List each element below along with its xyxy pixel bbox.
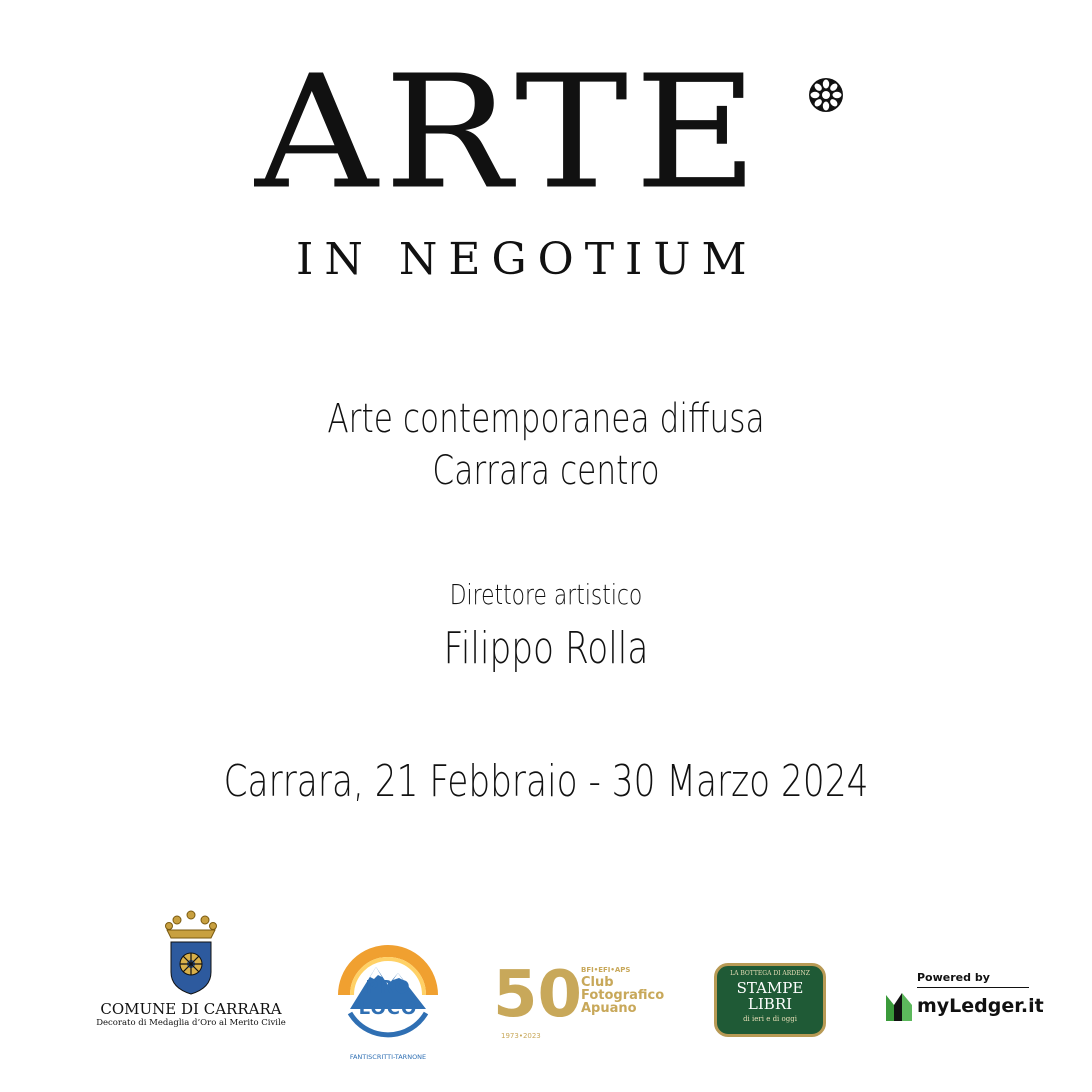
event-dates: Carrara, 21 Febbraio - 30 Marzo 2024 — [223, 756, 869, 807]
description-line-1: Arte contemporanea diffusa — [327, 396, 765, 442]
club-fotografico-logo — [493, 960, 678, 1045]
proloco-name: PRO LOCO — [358, 977, 418, 1019]
myledger-m-icon — [884, 987, 914, 1023]
club-affiliations: BFI•EFI•APS — [581, 966, 631, 974]
description-line-2: Carrara centro — [432, 448, 660, 494]
comune-di-carrara-logo — [88, 910, 294, 1050]
powered-divider — [917, 987, 1029, 988]
stampe-libri-logo — [714, 963, 826, 1037]
stampe-bottom-text: di ieri e di oggi — [743, 1015, 797, 1023]
pro-loco-logo — [336, 935, 440, 1061]
powered-by-label: Powered by — [917, 971, 990, 984]
myledger-name: myLedger.it — [917, 995, 1044, 1017]
club-name: Club Fotografico Apuano — [581, 975, 665, 1016]
director-name: Filippo Rolla — [443, 623, 649, 674]
coat-of-arms-icon — [163, 910, 219, 996]
main-title: ARTE — [255, 42, 765, 225]
sponsor-logos — [0, 905, 1092, 1061]
comune-name: COMUNE DI CARRARA — [100, 1000, 282, 1018]
myledger-logo — [884, 967, 1044, 1027]
stampe-title: STAMPE LIBRI — [736, 979, 804, 1013]
flower-wheel-icon — [806, 75, 846, 115]
stampe-top-text: LA BOTTEGA DI ARDENZ — [730, 970, 810, 977]
club-anniversary-number: 50 — [493, 958, 583, 1032]
club-years: 1973•2023 — [501, 1032, 541, 1040]
comune-subtitle: Decorato di Medaglia d’Oro al Merito Civile — [96, 1018, 286, 1028]
subtitle: IN NEGOTIUM — [296, 234, 758, 285]
title-block — [0, 42, 1092, 295]
director-label: Direttore artistico — [449, 578, 643, 611]
proloco-footer: FANTISCRITTI-TARNONE — [349, 1053, 427, 1061]
